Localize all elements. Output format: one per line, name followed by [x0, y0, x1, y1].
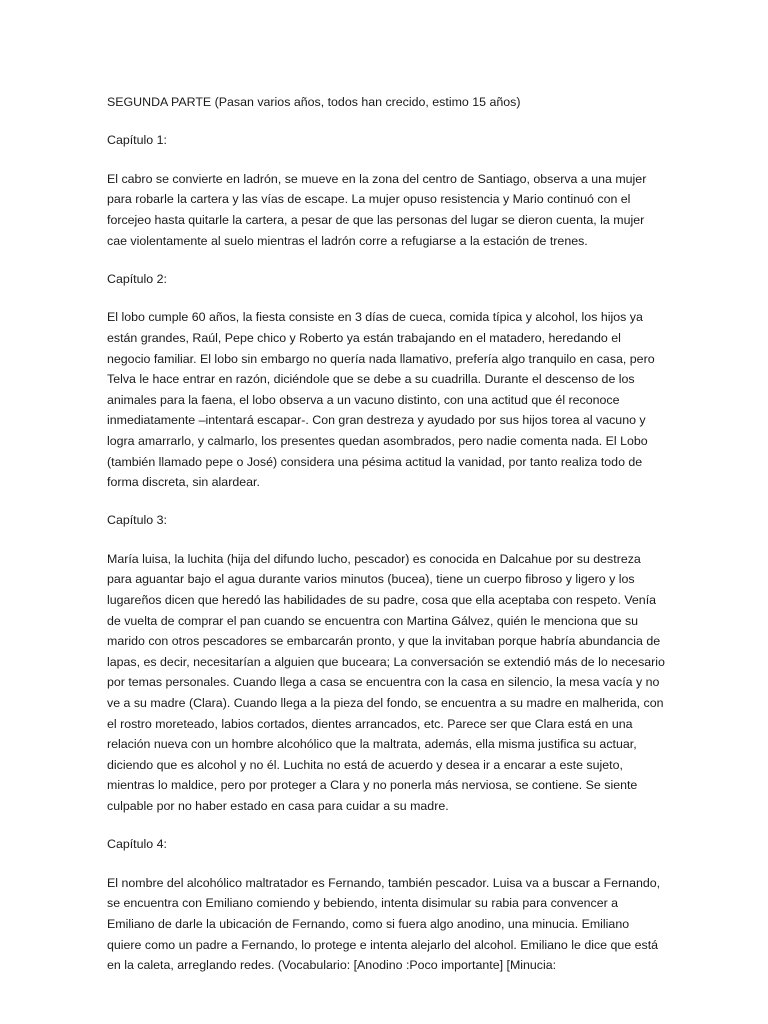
chapter-4-text: El nombre del alcohólico maltratador es Fernando, también pescador. Luisa va a buscar a Fernando, se encuentra con Emiliano comiendo y bebiendo, intenta disimular su rabia para convencer a Emiliano de darle la ubicación de Fernando, como si fuera algo anodino, una minucia. Emiliano quiere como un padre a Fernando, lo protege e intenta alejarlo del alcohol. Emiliano le dice que está en la caleta, arreglando redes. (Vocabulario: [Anodino :Poco importante] [Minucia:: [107, 875, 661, 973]
chapter-1-text: El cabro se convierte en ladrón, se mueve en la zona del centro de Santiago, observa a una mujer para robarle la cartera y las vías de escape. La mujer opuso resistencia y Mario continuó con el forcejeo hasta quitarle la cartera, a pesar de que las personas del lugar se dieron cuenta, la mujer cae violentamente al suelo mientras el ladrón corre a refugiarse a la estación de trenes.: [107, 171, 647, 248]
document-body: [107, 92, 665, 993]
chapter-1-heading: Capítulo 1:: [107, 133, 167, 148]
part-title: SEGUNDA PARTE (Pasan varios años, todos han crecido, estimo 15 años): [107, 95, 521, 109]
chapter-4-heading: Capítulo 4:: [107, 837, 167, 852]
chapter-3-heading: Capítulo 3:: [107, 513, 167, 528]
chapter-2-text: El lobo cumple 60 años, la fiesta consiste en 3 días de cueca, comida típica y alcohol, los hijos ya están grandes, Raúl, Pepe chico y Roberto ya están trabajando en el matadero, heredando el negocio familiar. El lobo sin embargo no quería nada llamativo, prefería algo tranquilo en casa, pero Telva le hace entrar en razón, diciéndole que se debe a su cuadrilla. Durante el descenso de los animales para la faena, el lobo observa a un vacuno distinto, con una actitud que él reconoce inmediatamente –intentará escapar-. Con gran destreza y ayudado por sus hijos torea al vacuno y logra amarrarlo, y calmarlo, los presentes quedan asombrados, pero nadie comenta nada. El Lobo (también llamado pepe o José) considera una pésima actitud la vanidad, por tanto realiza todo de forma discreta, sin alardear.: [107, 310, 655, 490]
chapter-2-heading: Capítulo 2:: [107, 271, 167, 286]
chapter-3-text: María luisa, la luchita (hija del difundo lucho, pescador) es conocida en Dalcahue por su destreza para aguantar bajo el agua durante varios minutos (bucea), tiene un cuerpo fibroso y ligero y los lugareños dicen que heredó las habilidades de su padre, cosa que ella aceptaba con respeto. Venía de vuelta de comprar el pan cuando se encuentra con Martina Gálvez, quién le menciona que su marido con otros pescadores se embarcarán pronto, y que la invitaban porque habría abundancia de lapas, es decir, necesitarían a alguien que buceara; La conversación se extendió más de lo necesario por temas personales. Cuando llega a casa se encuentra con la casa en silencio, la mesa vacía y no ve a su madre (Clara). Cuando llega a la pieza del fondo, se encuentra a su madre en malherida, con el rostro moreteado, labios cortados, dientes arrancados, etc. Parece ser que Clara está en una relación nueva con un hombre alcohólico que la maltrata, además, ella misma justifica su actuar, diciendo que es alcohol y no él. Luchita no está de acuerdo y desea ir a encarar a este sujeto, mientras lo maldice, pero por proteger a Clara y no ponerla más nerviosa, se contiene. Se siente culpable por no haber estado en casa para cuidar a su madre.: [107, 551, 665, 813]
